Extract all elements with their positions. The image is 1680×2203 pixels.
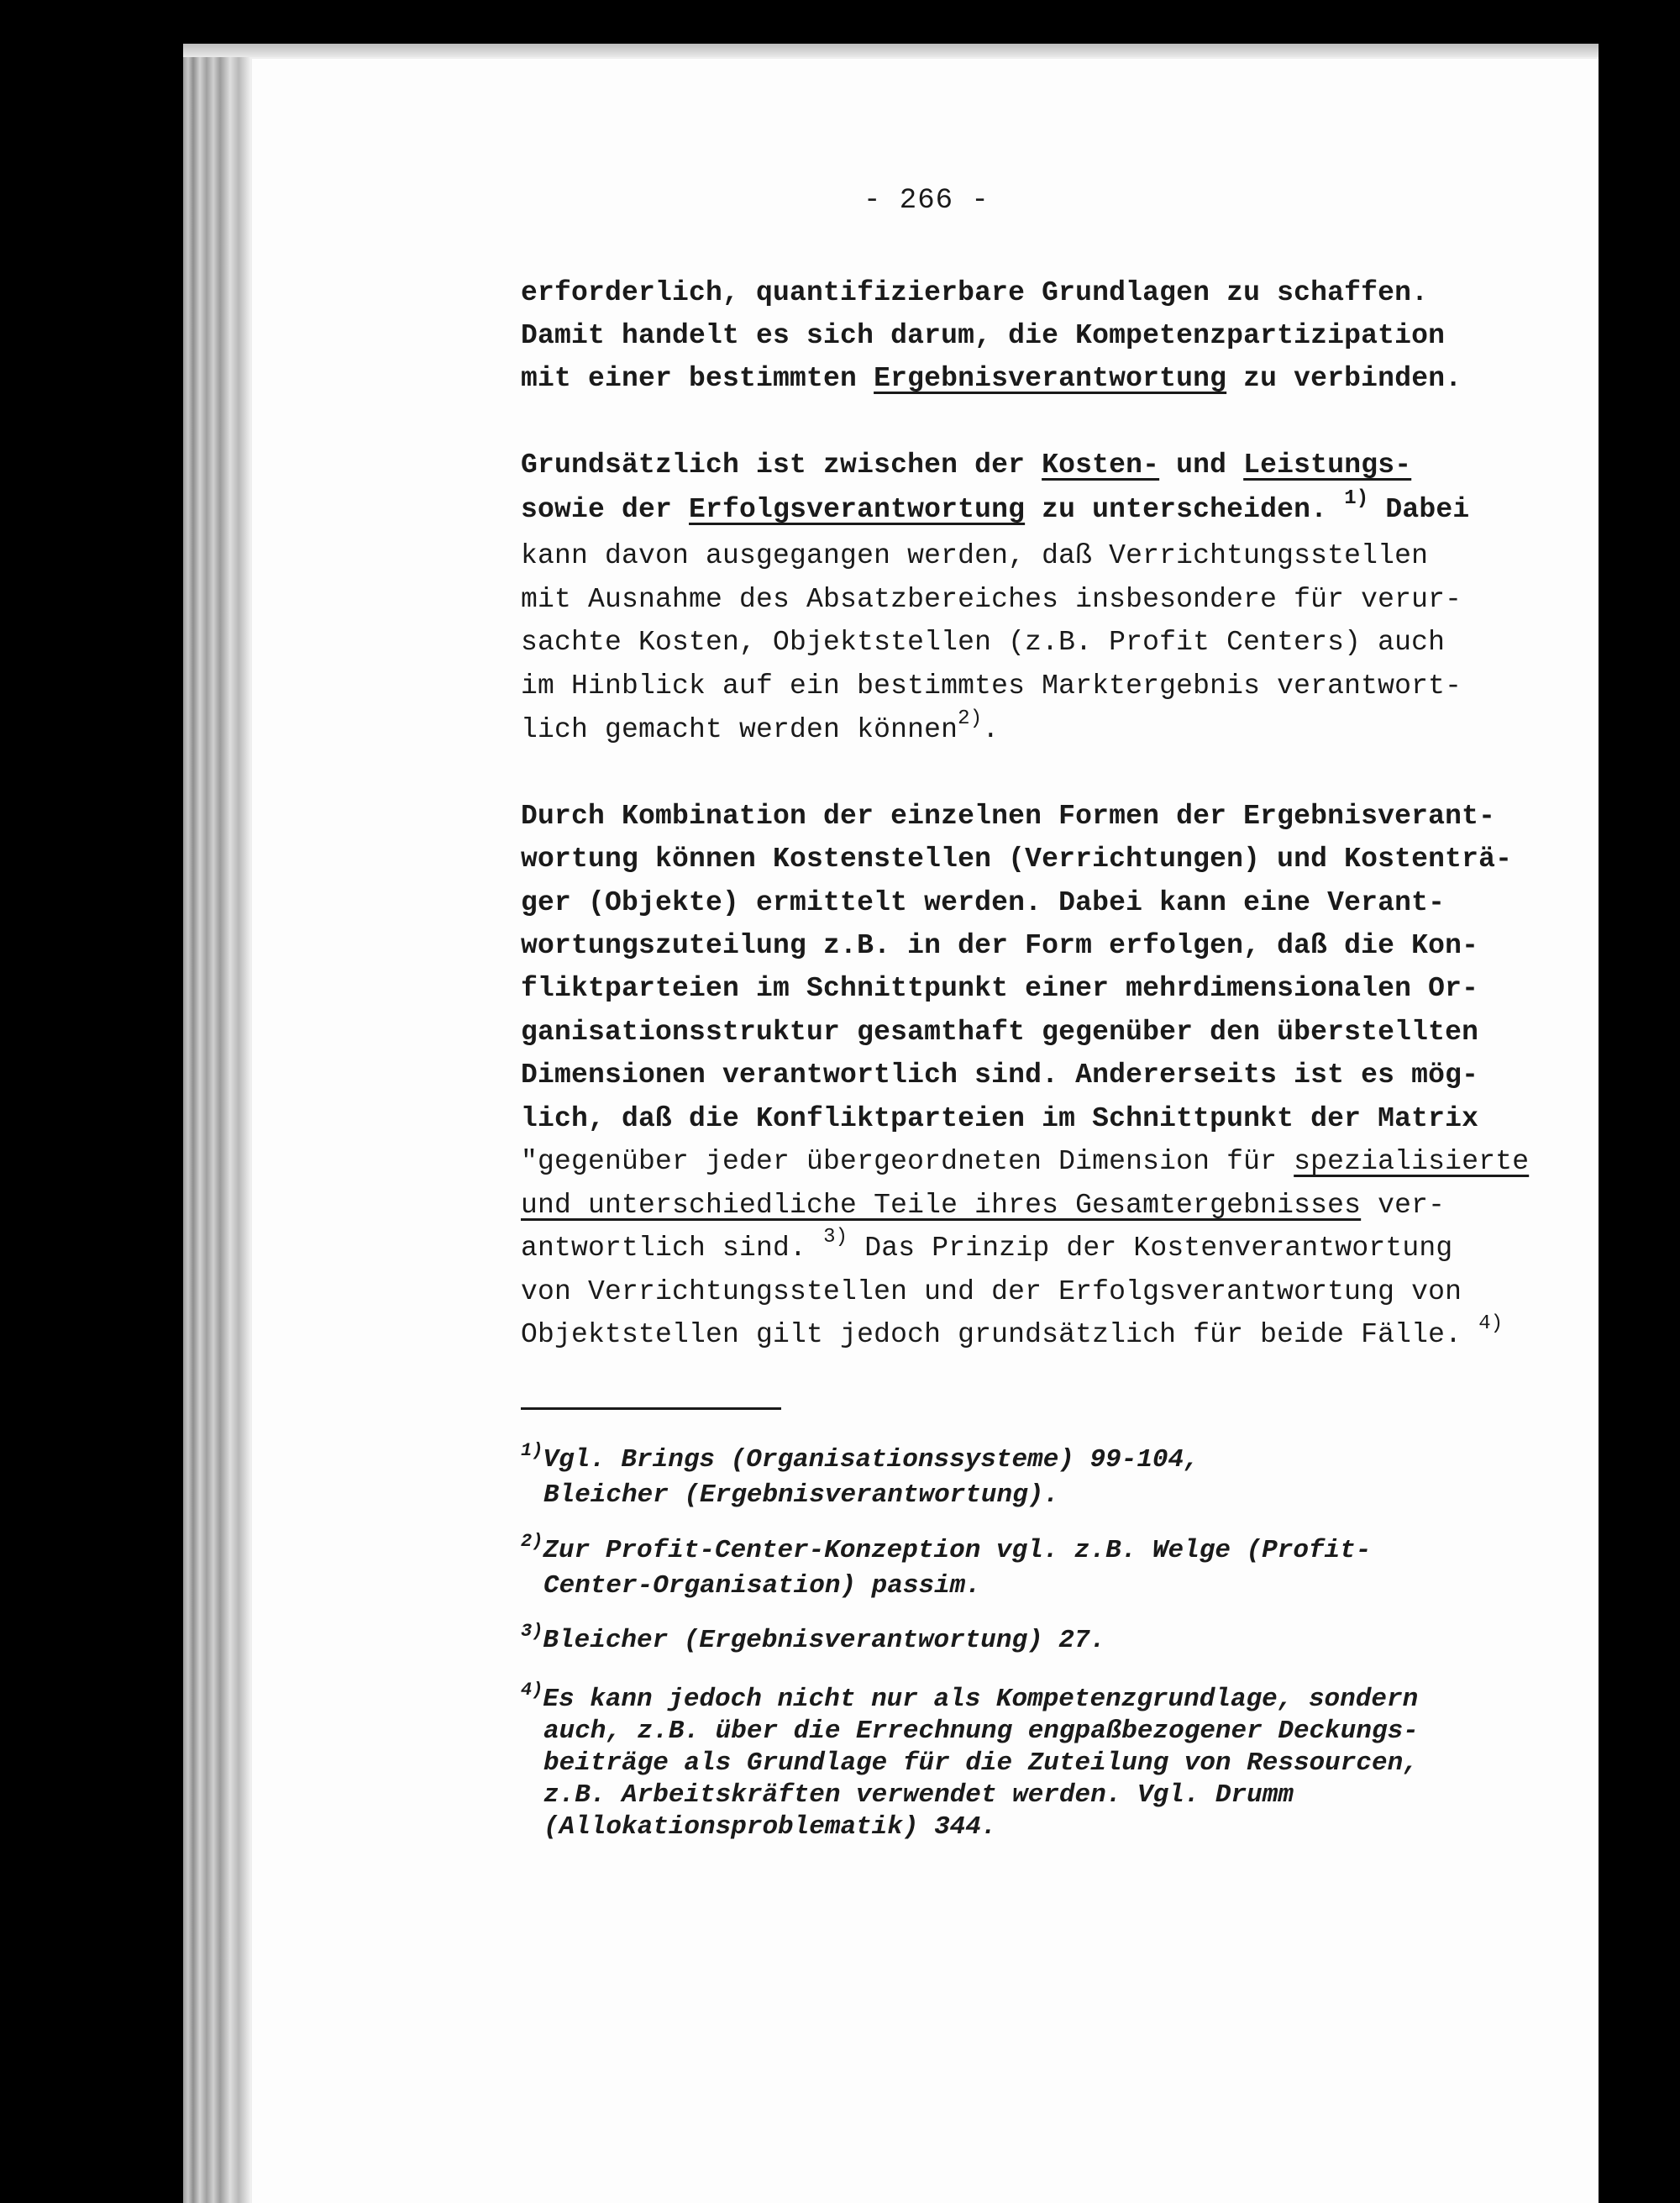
- text-run: lich gemacht werden können: [521, 714, 958, 745]
- text-run: .: [982, 714, 1000, 745]
- p3-line-10: [521, 1190, 1445, 1221]
- text-run: Das Prinzip der Kostenverantwortung: [848, 1233, 1453, 1264]
- p3-line-11: [521, 1226, 1453, 1264]
- footnote-mark: 2): [521, 1530, 543, 1552]
- p3-line-4: wortungszuteilung z.B. in der Form erfolgen, daß die Kon-: [521, 930, 1479, 961]
- footnote-mark: 1): [521, 1439, 543, 1461]
- text-run: ver-: [1361, 1190, 1446, 1221]
- p3-line-9: [521, 1146, 1529, 1177]
- footnote-1-line-2: Bleicher (Ergebnisverantwortung).: [543, 1480, 1059, 1510]
- text-run: mit einer bestimmten: [521, 363, 874, 394]
- text-run: Objektstellen gilt jedoch grundsätzlich für beide Fälle.: [521, 1319, 1479, 1350]
- footnote-4-line-1: [521, 1679, 1419, 1714]
- underlined-term: und unterschiedliche Teile ihres Gesamtergebnisses: [521, 1190, 1362, 1221]
- p3-line-8: lich, daß die Konfliktparteien im Schnittpunkt der Matrix: [521, 1103, 1479, 1134]
- p3-line-6: ganisationsstruktur gesamthaft gegenüber den überstellten: [521, 1017, 1479, 1048]
- text-run: und: [1159, 450, 1244, 481]
- footnote-4-line-5: (Allokationsproblematik) 344.: [543, 1812, 997, 1842]
- text-run: antwortlich sind.: [521, 1233, 824, 1264]
- footnote-ref: 2): [958, 707, 983, 730]
- p3-line-1: Durch Kombination der einzelnen Formen der Ergebnisverant-: [521, 801, 1496, 832]
- footnote-4-line-3: beiträge als Grundlage für die Zuteilung von Ressourcen,: [543, 1748, 1419, 1778]
- footnote-4-line-4: z.B. Arbeitskräften verwendet werden. Vgl. Drumm: [543, 1780, 1294, 1810]
- p3-line-2: wortung können Kostenstellen (Verrichtungen) und Kostenträ-: [521, 844, 1513, 875]
- p1-line-1: erforderlich, quantifizierbare Grundlagen zu schaffen.: [521, 277, 1429, 308]
- text-run: zu verbinden.: [1226, 363, 1462, 394]
- footnote-separator: [521, 1407, 781, 1410]
- p3-line-13: [521, 1312, 1504, 1350]
- underlined-term: spezialisierte: [1294, 1146, 1530, 1177]
- p2-line-1: [521, 450, 1411, 481]
- p2-line-3: kann davon ausgegangen werden, daß Verrichtungsstellen: [521, 540, 1429, 571]
- underlined-term: Kosten-: [1042, 450, 1160, 481]
- p2-line-4: mit Ausnahme des Absatzbereiches insbesondere für verur-: [521, 584, 1462, 615]
- footnote-ref: 4): [1478, 1312, 1504, 1335]
- text-run: Grundsätzlich ist zwischen der: [521, 450, 1042, 481]
- text-run: zu unterscheiden.: [1025, 494, 1345, 525]
- p2-line-5: sachte Kosten, Objektstellen (z.B. Profit Centers) auch: [521, 627, 1446, 658]
- text-run: sowie der: [521, 494, 690, 525]
- p3-line-12: von Verrichtungsstellen und der Erfolgsverantwortung von: [521, 1276, 1462, 1307]
- p2-line-7: [521, 707, 1000, 745]
- p2-line-6: im Hinblick auf ein bestimmtes Marktergebnis verantwort-: [521, 670, 1462, 702]
- p1-line-2: Damit handelt es sich darum, die Kompetenzpartizipation: [521, 320, 1446, 351]
- footnote-text: Vgl. Brings (Organisationssysteme) 99-104,: [543, 1445, 1200, 1475]
- footnote-mark: 3): [521, 1620, 543, 1642]
- footnote-text: Zur Profit-Center-Konzeption vgl. z.B. Welge (Profit-: [543, 1536, 1372, 1565]
- underlined-term: Leistungs-: [1243, 450, 1412, 481]
- underlined-term: Erfolgsverantwortung: [689, 494, 1026, 525]
- footnote-mark: 4): [521, 1679, 543, 1701]
- footnote-text: Bleicher (Ergebnisverantwortung) 27.: [543, 1626, 1106, 1655]
- footnote-ref: 3): [823, 1226, 848, 1249]
- footnote-4-line-2: auch, z.B. über die Errechnung engpaßbezogener Deckungs-: [543, 1717, 1419, 1746]
- p3-line-5: fliktparteien im Schnittpunkt einer mehrdimensionalen Or-: [521, 973, 1479, 1004]
- footnote-3-line-1: [521, 1620, 1106, 1655]
- text-run: Dabei: [1368, 494, 1470, 525]
- footnote-ref: 1): [1344, 487, 1369, 510]
- p3-line-3: ger (Objekte) ermittelt werden. Dabei kann eine Verant-: [521, 887, 1446, 918]
- underlined-term: Ergebnisverantwortung: [874, 363, 1227, 394]
- footnote-2-line-1: [521, 1530, 1372, 1565]
- p2-line-2: [521, 487, 1470, 525]
- p3-line-7: Dimensionen verantwortlich sind. Andererseits ist es mög-: [521, 1059, 1479, 1091]
- p1-line-3: [521, 363, 1462, 394]
- footnote-2-line-2: Center-Organisation) passim.: [543, 1571, 981, 1601]
- page-number: - 266 -: [864, 185, 990, 217]
- text-run: "gegenüber jeder übergeordneten Dimension für: [521, 1146, 1294, 1177]
- footnote-1-line-1: [521, 1439, 1200, 1475]
- footnote-text: Es kann jedoch nicht nur als Kompetenzgrundlage, sondern: [543, 1685, 1419, 1714]
